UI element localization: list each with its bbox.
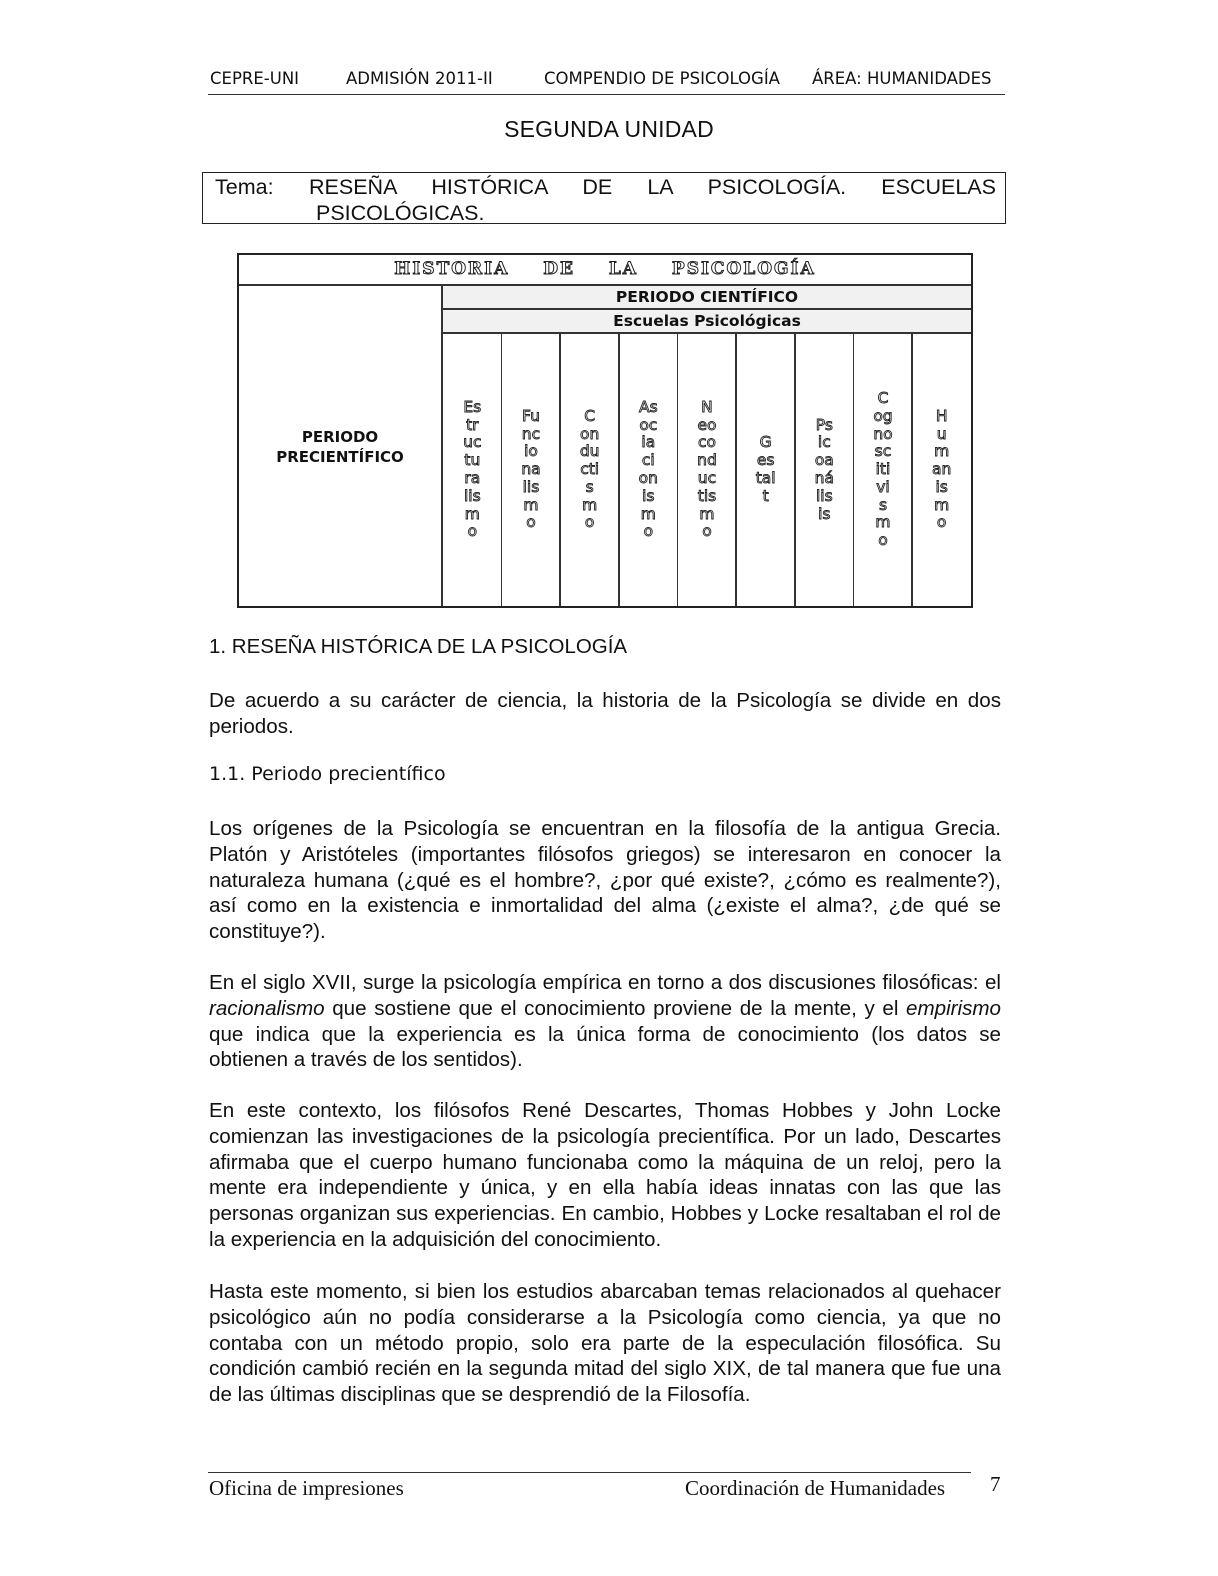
chart-title: HISTORIA DE LA PSICOLOGÍA — [394, 259, 816, 279]
footer-left: Oficina de impresiones — [209, 1476, 404, 1500]
header-area: ÁREA: HUMANIDADES — [812, 69, 992, 88]
header-compendium: COMPENDIO DE PSICOLOGÍA — [544, 69, 780, 88]
school-name: Cognoscitivismo — [873, 388, 893, 550]
school-column — [560, 335, 619, 605]
school-column — [678, 335, 737, 605]
school-name: Psicoanálisis — [814, 415, 834, 523]
scientific-period-label: PERIODO CIENTÍFICO — [443, 286, 971, 308]
paragraph-origins: Los orígenes de la Psicología se encuentran en la filosofía de la antigua Grecia. Platón y Aristóteles (importantes filósofos griegos) se interesaron en conocer la naturaleza humana (¿qué es el hombre?, ¿por qué existe?, ¿cómo es realmente?), así como en la existencia e inmortalidad del alma (¿existe el alma?, ¿de qué se constituye?). — [209, 817, 1001, 944]
page-number: 7 — [990, 1472, 1001, 1496]
school-column — [736, 335, 795, 605]
paragraph-empirical-part: que indica que la experiencia es la única forma de conocimiento (los datos se obtienen a través de los sentidos). — [209, 1022, 1001, 1072]
tema-box — [202, 172, 1006, 224]
tema-line1: RESEÑA HISTÓRICA DE LA PSICOLOGÍA. ESCUELAS — [309, 175, 996, 199]
unit-title: SEGUNDA UNIDAD — [504, 116, 714, 142]
school-column — [502, 335, 561, 605]
school-column — [795, 335, 854, 605]
schools-header: Escuelas Psicológicas — [443, 310, 971, 332]
school-name: Conductismo — [579, 406, 600, 532]
tema-line2: PSICOLÓGICAS. — [316, 201, 485, 225]
school-name: Funcionalismo — [521, 406, 541, 532]
chart-divider — [443, 332, 971, 334]
intro-paragraph: De acuerdo a su carácter de ciencia, la historia de la Psicología se divide en dos periodos. — [209, 689, 1001, 738]
paragraph-empirical-part: que sostiene que el conocimiento proviene de la mente, y el — [324, 996, 907, 1020]
chart-divider — [794, 332, 796, 606]
school-column — [854, 335, 913, 605]
school-column — [619, 335, 678, 605]
chart-divider — [735, 332, 737, 606]
school-name: Asociacionismo — [638, 397, 658, 541]
header-admission: ADMISIÓN 2011-II — [346, 69, 493, 88]
paragraph-empirical-part: En el siglo XVII, surge la psicología empírica en torno a dos discusiones filosóficas: el — [209, 971, 1001, 994]
school-name: Neoconductismo — [697, 397, 717, 541]
chart-divider — [853, 332, 855, 606]
header-org: CEPRE-UNI — [210, 69, 300, 88]
subsection-heading: 1.1. Periodo precientífico — [209, 763, 446, 785]
section-heading: 1. RESEÑA HISTÓRICA DE LA PSICOLOGÍA — [209, 635, 628, 658]
term-racionalismo: racionalismo — [209, 996, 325, 1020]
school-column — [912, 335, 971, 605]
term-empirismo: empirismo — [906, 996, 1001, 1020]
chart-divider — [559, 332, 561, 606]
school-name: Estructuralismo — [463, 397, 482, 541]
chart-divider — [618, 332, 620, 606]
tema-label: Tema: — [215, 175, 274, 199]
paragraph-science-status: Hasta este momento, si bien los estudios abarcaban temas relacionados al quehacer psicológico aún no podía considerarse a la Psicología como ciencia, ya que no contaba con un método propio, solo era parte de la especulación filosófica. Su condición cambió recién en la segunda mitad del siglo XIX, de tal manera que fue una de las últimas disciplinas que se desprendió de la Filosofía. — [209, 1280, 1001, 1407]
page-header — [208, 66, 1005, 95]
history-chart-table — [237, 253, 973, 608]
prescientific-line1: PERIODO — [301, 428, 379, 446]
chart-divider — [911, 332, 913, 606]
footer-right: Coordinación de Humanidades — [685, 1476, 946, 1500]
paragraph-philosophers: En este contexto, los filósofos René Descartes, Thomas Hobbes y John Locke comienzan las investigaciones de la psicología precientífica. Por un lado, Descartes afirmaba que el cuerpo humano funcionaba como la máquina de un reloj, pero la mente era independiente y única, y en ella había ideas innatas con las que las personas organizan sus experiencias. En cambio, Hobbes y Locke resaltaban el rol de la experiencia en la adquisición del conocimiento. — [209, 1099, 1001, 1251]
chart-divider — [677, 332, 679, 606]
school-name: Humanismo — [931, 406, 952, 532]
prescientific-period-label — [239, 427, 441, 467]
school-name: Gestalt — [755, 433, 776, 505]
paragraph-empirical — [209, 970, 1001, 1073]
school-column — [443, 335, 502, 605]
prescientific-line2: PRECIENTÍFICO — [276, 448, 404, 466]
chart-divider — [501, 332, 503, 606]
footer-divider — [208, 1472, 971, 1473]
